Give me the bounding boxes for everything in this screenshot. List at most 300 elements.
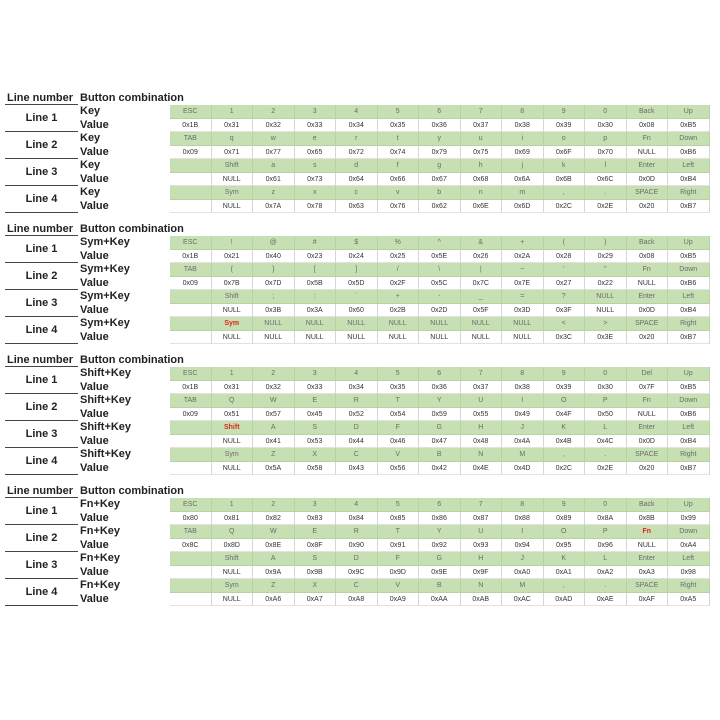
value-cell: 0x27 — [544, 277, 586, 291]
value-cell: 0xA8 — [336, 593, 378, 607]
line-group — [5, 579, 715, 606]
key-cell: Sym — [212, 579, 254, 593]
key-cell: | — [461, 263, 503, 277]
value-row-label: Value — [80, 380, 109, 393]
key-cell: Left — [668, 421, 710, 435]
key-cell: 9 — [544, 367, 586, 381]
value-cell: 0x9E — [419, 566, 461, 580]
key-cell: p — [585, 132, 627, 146]
value-cell: 0x6D — [502, 200, 544, 214]
value-cell: 0x23 — [295, 250, 337, 264]
section-header — [5, 92, 715, 105]
value-cell: 0x2C — [544, 200, 586, 214]
value-cell: 0x73 — [295, 173, 337, 187]
line-group — [5, 525, 715, 552]
value-cell: 0x3B — [253, 304, 295, 318]
key-cell: F — [378, 552, 420, 566]
value-cell: 0x30 — [585, 119, 627, 133]
key-row-label: Shift+Key — [80, 448, 132, 460]
value-cell: 0x33 — [295, 381, 337, 395]
key-cell: Left — [668, 552, 710, 566]
value-cell: 0xAE — [585, 593, 627, 607]
value-row — [78, 200, 715, 214]
key-cell: 7 — [461, 105, 503, 119]
line-rows — [78, 421, 715, 448]
value-cell: NULL — [212, 173, 254, 187]
line-label: Line 1 — [5, 105, 78, 132]
value-cell: 0x2E — [585, 200, 627, 214]
key-cell: SPACE — [627, 186, 669, 200]
key-cell: Z — [253, 448, 295, 462]
key-cell: [ — [295, 263, 337, 277]
key-cell: + — [378, 290, 420, 304]
key-cell: Right — [668, 317, 710, 331]
key-cell — [170, 186, 212, 200]
value-cell: 0x3F — [544, 304, 586, 318]
key-cell: H — [461, 552, 503, 566]
value-cell: 0x48 — [461, 435, 503, 449]
line-group — [5, 367, 715, 394]
key-row — [78, 525, 715, 539]
key-cell: T — [378, 525, 420, 539]
key-row-label: Shift+Key — [80, 394, 132, 406]
key-cell: ESC — [170, 367, 212, 381]
key-cell: 3 — [295, 367, 337, 381]
value-cell: 0xB4 — [668, 173, 710, 187]
key-row — [78, 317, 715, 331]
value-cell: 0x09 — [170, 408, 212, 422]
value-row — [78, 119, 715, 133]
key-cell: G — [419, 421, 461, 435]
key-cell: ESC — [170, 498, 212, 512]
line-group — [5, 132, 715, 159]
key-row-label: Key — [80, 132, 101, 144]
value-cell: 0xA4 — [668, 539, 710, 553]
key-row-label: Shift+Key — [80, 421, 132, 433]
line-label: Line 2 — [5, 132, 78, 159]
key-cell: Shift — [212, 159, 254, 173]
key-cell: A — [253, 421, 295, 435]
value-row — [78, 277, 715, 291]
value-cell: 0x42 — [419, 462, 461, 476]
value-cell: 0x79 — [419, 146, 461, 160]
line-rows — [78, 290, 715, 317]
key-row — [78, 290, 715, 304]
key-cell: - — [419, 290, 461, 304]
value-cell: 0xB4 — [668, 435, 710, 449]
key-cell: 3 — [295, 498, 337, 512]
table-section — [5, 354, 715, 485]
value-row — [78, 462, 715, 476]
key-row — [78, 579, 715, 593]
value-cell: 0x95 — [544, 539, 586, 553]
line-label: Line 2 — [5, 263, 78, 290]
value-cell: 0x3A — [295, 304, 337, 318]
value-row-label: Value — [80, 303, 109, 316]
key-cell: j — [502, 159, 544, 173]
value-cell: NULL — [461, 331, 503, 345]
key-cell: J — [502, 421, 544, 435]
value-cell: 0x35 — [378, 381, 420, 395]
value-cell: NULL — [253, 331, 295, 345]
value-cell: 0x37 — [461, 119, 503, 133]
key-cell — [170, 290, 212, 304]
key-cell: ` — [336, 290, 378, 304]
key-cell: d — [336, 159, 378, 173]
key-cell — [170, 448, 212, 462]
key-cell: K — [544, 552, 586, 566]
value-cell: 0x87 — [461, 512, 503, 526]
value-cell: 0x7A — [253, 200, 295, 214]
button-combination-header: Button combination — [80, 485, 184, 497]
keyboard-mapping-sheet — [5, 92, 715, 606]
value-cell: 0x34 — [336, 381, 378, 395]
value-row — [78, 512, 715, 526]
value-row — [78, 146, 715, 160]
value-row — [78, 539, 715, 553]
value-cell: NULL — [212, 593, 254, 607]
key-cell: W — [253, 394, 295, 408]
key-row-label: Fn+Key — [80, 552, 121, 564]
value-cell: 0x76 — [378, 200, 420, 214]
line-rows — [78, 317, 715, 344]
value-cell: 0x22 — [585, 277, 627, 291]
key-cell: c — [336, 186, 378, 200]
key-cell: Up — [668, 367, 710, 381]
key-cell: 0 — [585, 498, 627, 512]
key-cell: Right — [668, 186, 710, 200]
key-cell: , — [544, 448, 586, 462]
key-cell: x — [295, 186, 337, 200]
value-cell: 0x69 — [502, 146, 544, 160]
key-row-label: Fn+Key — [80, 579, 121, 591]
key-cell: q — [212, 132, 254, 146]
key-cell: H — [461, 421, 503, 435]
key-cell: . — [585, 186, 627, 200]
key-cell: NULL — [419, 317, 461, 331]
key-cell: @ — [253, 236, 295, 250]
key-cell: / — [378, 263, 420, 277]
value-cell: 0x21 — [212, 250, 254, 264]
value-cell: 0x0D — [627, 173, 669, 187]
key-cell: L — [585, 421, 627, 435]
value-cell: 0x60 — [336, 304, 378, 318]
key-cell — [170, 552, 212, 566]
key-cell: S — [295, 421, 337, 435]
value-cell: 0x68 — [461, 173, 503, 187]
key-cell: Back — [627, 236, 669, 250]
value-cell: NULL — [627, 539, 669, 553]
value-cell: 0xA1 — [544, 566, 586, 580]
table-section — [5, 485, 715, 606]
value-cell: NULL — [502, 331, 544, 345]
key-cell: . — [585, 448, 627, 462]
value-cell: 0x6B — [544, 173, 586, 187]
key-cell: NULL — [295, 317, 337, 331]
value-cell: 0x84 — [336, 512, 378, 526]
key-cell: , — [544, 186, 586, 200]
value-cell: 0x5F — [461, 304, 503, 318]
key-cell: I — [502, 525, 544, 539]
value-cell: 0x67 — [419, 173, 461, 187]
value-cell: 0x6A — [502, 173, 544, 187]
key-cell: 0 — [585, 367, 627, 381]
key-cell: < — [544, 317, 586, 331]
value-cell: 0x82 — [253, 512, 295, 526]
value-cell: 0x63 — [336, 200, 378, 214]
key-cell: S — [295, 552, 337, 566]
key-cell: 8 — [502, 367, 544, 381]
button-combination-header: Button combination — [80, 92, 184, 104]
value-row — [78, 304, 715, 318]
key-row-label: Key — [80, 159, 101, 171]
value-cell: 0x8C — [170, 539, 212, 553]
key-cell: Up — [668, 105, 710, 119]
line-rows — [78, 552, 715, 579]
key-cell: Up — [668, 236, 710, 250]
value-cell — [170, 435, 212, 449]
value-cell: 0x2D — [419, 304, 461, 318]
key-cell: ] — [336, 263, 378, 277]
value-cell: 0x62 — [419, 200, 461, 214]
key-row-label: Fn+Key — [80, 498, 121, 510]
value-cell: 0x24 — [336, 250, 378, 264]
value-cell: 0x3D — [502, 304, 544, 318]
key-cell: g — [419, 159, 461, 173]
key-cell: 9 — [544, 498, 586, 512]
value-cell: 0x28 — [544, 250, 586, 264]
key-cell: O — [544, 525, 586, 539]
value-cell: 0x56 — [378, 462, 420, 476]
line-rows — [78, 394, 715, 421]
value-cell: 0x4E — [461, 462, 503, 476]
value-cell: 0x5E — [419, 250, 461, 264]
key-cell: & — [461, 236, 503, 250]
value-cell: 0x5B — [295, 277, 337, 291]
value-row — [78, 331, 715, 345]
line-rows — [78, 525, 715, 552]
value-cell: 0x5D — [336, 277, 378, 291]
value-cell: 0x61 — [253, 173, 295, 187]
button-combination-header: Button combination — [80, 223, 184, 235]
value-cell: NULL — [627, 277, 669, 291]
key-cell: Fn — [627, 394, 669, 408]
value-cell: 0x57 — [253, 408, 295, 422]
key-row — [78, 236, 715, 250]
value-cell: 0x2B — [378, 304, 420, 318]
key-cell: ~ — [502, 263, 544, 277]
line-group — [5, 159, 715, 186]
line-group — [5, 552, 715, 579]
line-label: Line 1 — [5, 236, 78, 263]
value-cell: 0x92 — [419, 539, 461, 553]
key-cell: l — [585, 159, 627, 173]
value-cell: 0x7F — [627, 381, 669, 395]
value-cell: 0xB5 — [668, 250, 710, 264]
key-cell: W — [253, 525, 295, 539]
key-cell: 5 — [378, 367, 420, 381]
value-cell: 0x0D — [627, 304, 669, 318]
key-cell: a — [253, 159, 295, 173]
key-row-label: Shift+Key — [80, 367, 132, 379]
value-row-label: Value — [80, 145, 109, 158]
line-group — [5, 105, 715, 132]
key-cell: o — [544, 132, 586, 146]
value-cell: NULL — [212, 462, 254, 476]
key-cell: T — [378, 394, 420, 408]
value-cell: 0x41 — [253, 435, 295, 449]
value-cell: 0x3E — [585, 331, 627, 345]
value-cell: 0x8B — [627, 512, 669, 526]
section-gap — [5, 475, 715, 485]
key-cell: X — [295, 579, 337, 593]
line-label: Line 1 — [5, 367, 78, 394]
key-cell: f — [378, 159, 420, 173]
value-cell: 0x53 — [295, 435, 337, 449]
value-cell — [170, 173, 212, 187]
key-cell — [170, 579, 212, 593]
value-cell: 0x52 — [336, 408, 378, 422]
key-cell: Fn — [627, 132, 669, 146]
value-cell: 0x2A — [502, 250, 544, 264]
value-cell: 0xB4 — [668, 304, 710, 318]
value-cell: 0x46 — [378, 435, 420, 449]
value-cell: 0x2E — [585, 462, 627, 476]
value-cell — [170, 593, 212, 607]
value-cell: 0x98 — [668, 566, 710, 580]
key-cell: A — [253, 552, 295, 566]
key-row — [78, 132, 715, 146]
key-cell: 4 — [336, 105, 378, 119]
value-cell: 0x31 — [212, 119, 254, 133]
value-cell: 0x34 — [336, 119, 378, 133]
key-cell: Shift — [212, 552, 254, 566]
value-cell: 0x5A — [253, 462, 295, 476]
line-group — [5, 263, 715, 290]
key-cell: Sym — [212, 317, 254, 331]
key-cell: s — [295, 159, 337, 173]
key-cell: N — [461, 448, 503, 462]
key-cell: NULL — [461, 317, 503, 331]
key-cell: 4 — [336, 367, 378, 381]
value-cell: 0x77 — [253, 146, 295, 160]
key-cell: K — [544, 421, 586, 435]
key-cell: } — [253, 263, 295, 277]
value-cell: 0x6C — [585, 173, 627, 187]
key-cell: + — [502, 236, 544, 250]
value-cell: 0x74 — [378, 146, 420, 160]
button-combination-header: Button combination — [80, 354, 184, 366]
line-rows — [78, 498, 715, 525]
value-cell: 0x70 — [585, 146, 627, 160]
key-cell: C — [336, 579, 378, 593]
value-cell: 0xAC — [502, 593, 544, 607]
key-cell: , — [544, 579, 586, 593]
value-cell: 0x66 — [378, 173, 420, 187]
value-cell: 0x40 — [253, 250, 295, 264]
value-cell: 0x7B — [212, 277, 254, 291]
value-cell: 0x08 — [627, 119, 669, 133]
line-rows — [78, 105, 715, 132]
value-row-label: Value — [80, 592, 109, 605]
value-cell: 0x26 — [461, 250, 503, 264]
line-label: Line 3 — [5, 290, 78, 317]
key-row — [78, 367, 715, 381]
value-cell: 0xA6 — [253, 593, 295, 607]
key-row — [78, 263, 715, 277]
key-cell: P — [585, 525, 627, 539]
key-cell: Fn — [627, 525, 669, 539]
value-cell: 0x30 — [585, 381, 627, 395]
value-cell: 0x36 — [419, 119, 461, 133]
value-row-label: Value — [80, 565, 109, 578]
key-cell: Q — [212, 525, 254, 539]
value-cell: 0x75 — [461, 146, 503, 160]
key-cell: ; — [253, 290, 295, 304]
key-cell: Y — [419, 525, 461, 539]
key-cell: L — [585, 552, 627, 566]
value-cell: 0x0D — [627, 435, 669, 449]
key-row — [78, 186, 715, 200]
value-cell: 0x9C — [336, 566, 378, 580]
key-cell: ? — [544, 290, 586, 304]
key-row-label: Sym+Key — [80, 290, 130, 302]
value-cell: 0x72 — [336, 146, 378, 160]
value-cell: 0x29 — [585, 250, 627, 264]
value-cell: NULL — [627, 408, 669, 422]
value-row — [78, 381, 715, 395]
key-cell: : — [295, 290, 337, 304]
key-cell: TAB — [170, 525, 212, 539]
line-label: Line 3 — [5, 159, 78, 186]
line-number-header: Line number — [5, 354, 78, 367]
line-rows — [78, 159, 715, 186]
value-cell: 0x49 — [502, 408, 544, 422]
key-cell: ( — [544, 236, 586, 250]
key-cell: Right — [668, 579, 710, 593]
value-cell: 0x35 — [378, 119, 420, 133]
value-cell: 0x50 — [585, 408, 627, 422]
key-cell: TAB — [170, 263, 212, 277]
value-cell: 0xB7 — [668, 200, 710, 214]
line-label: Line 3 — [5, 552, 78, 579]
value-cell: NULL — [378, 331, 420, 345]
key-cell: Left — [668, 290, 710, 304]
key-cell: NULL — [502, 317, 544, 331]
key-cell: u — [461, 132, 503, 146]
value-cell — [170, 566, 212, 580]
value-cell: 0x88 — [502, 512, 544, 526]
key-cell: Del — [627, 367, 669, 381]
value-cell: 0x4A — [502, 435, 544, 449]
value-row — [78, 593, 715, 607]
section-header — [5, 223, 715, 236]
value-cell: 0x39 — [544, 119, 586, 133]
key-cell: v — [378, 186, 420, 200]
value-cell: 0x44 — [336, 435, 378, 449]
key-cell: Down — [668, 525, 710, 539]
line-group — [5, 421, 715, 448]
key-cell: R — [336, 525, 378, 539]
key-row-label: Key — [80, 105, 101, 117]
value-cell: 0x55 — [461, 408, 503, 422]
key-cell: NULL — [378, 317, 420, 331]
line-group — [5, 186, 715, 213]
value-cell: 0xB6 — [668, 408, 710, 422]
value-cell: 0x78 — [295, 200, 337, 214]
key-cell: NULL — [253, 317, 295, 331]
key-cell: z — [253, 186, 295, 200]
